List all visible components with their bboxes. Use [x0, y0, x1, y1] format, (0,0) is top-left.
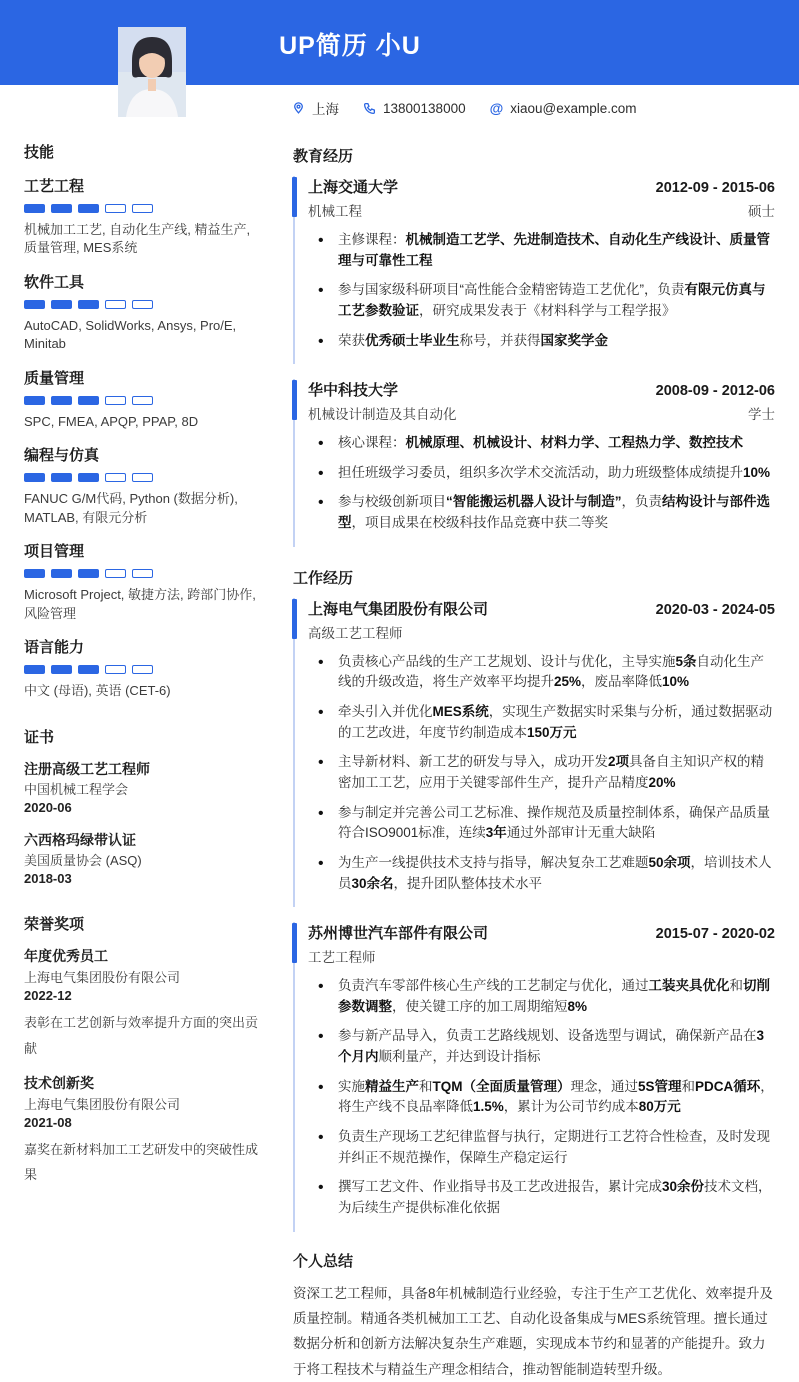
certificate-issuer: 中国机械工程学会	[24, 782, 129, 798]
skill-level-segment-filled	[78, 569, 99, 578]
entry-subtitle-row	[308, 200, 775, 220]
certificate-item	[24, 831, 265, 889]
skill-level-segment-empty	[132, 569, 153, 578]
entry-bullet: • 参与制定并完善公司工艺标准、操作规范及质量控制体系，确保产品质量符合ISO9001标准，连续3年通过外部审计无重大缺陷	[317, 803, 775, 844]
honor-date: 2021-08	[24, 1114, 72, 1130]
entry-bullet: • 参与新产品导入，负责工艺路线规划、设备选型与调试，确保新产品在3个月内顺利量产，并达到设计指标	[317, 1026, 775, 1067]
entry-bullet-list	[308, 433, 775, 534]
skills-section-title: 技能	[24, 144, 55, 161]
summary-section	[293, 1250, 775, 1382]
entry-title: 华中科技大学	[308, 382, 399, 400]
skill-level-segment-empty	[132, 300, 153, 309]
skill-level-segment-empty	[132, 204, 153, 213]
contact-location-text: 上海	[312, 102, 339, 117]
education-entries	[293, 176, 775, 547]
honors-section	[24, 913, 265, 1187]
certificate-name: 六西格玛绿带认证	[24, 831, 136, 848]
location-pin-icon	[292, 101, 305, 115]
certificate-date: 2020-06	[24, 800, 72, 816]
entry-bullet: • 担任班级学习委员，组织多次学术交流活动，助力班级整体成绩提升10%	[317, 463, 775, 484]
sidebar	[24, 141, 265, 1188]
education-section	[293, 145, 775, 547]
email-at-icon: @	[489, 100, 504, 116]
skill-name: 项目管理	[24, 543, 85, 561]
skill-level-segment-filled	[78, 300, 99, 309]
honor-item	[24, 1074, 265, 1188]
skill-level-bar	[24, 665, 265, 674]
certificate-item	[24, 760, 265, 818]
honor-description: 表彰在工艺创新与效率提升方面的突出贡献	[24, 1015, 259, 1056]
entry-date-range: 2020-03 - 2024-05	[655, 601, 775, 618]
skill-level-segment-filled	[24, 204, 45, 213]
honor-issuer: 上海电气集团股份有限公司	[24, 970, 181, 986]
entry-title-row	[308, 922, 775, 943]
skill-keywords: 机械加工工艺, 自动化生产线, 精益生产, 质量管理, MES系统	[24, 222, 251, 256]
entry-title-row	[308, 379, 775, 400]
contact-email	[490, 100, 637, 116]
honor-description: 嘉奖在新材料加工工艺研发中的突破性成果	[24, 1142, 259, 1183]
skill-level-segment-filled	[78, 396, 99, 405]
page-title: UP简历 小U	[279, 32, 421, 60]
skill-level-segment-filled	[51, 569, 72, 578]
skill-item	[24, 540, 265, 623]
content-columns	[0, 131, 799, 1382]
entry-bullet: • 荣获优秀硕士毕业生称号，并获得国家奖学金	[317, 331, 775, 352]
skill-level-bar	[24, 569, 265, 578]
entry-date-range: 2008-09 - 2012-06	[655, 383, 775, 400]
skills-list	[24, 175, 265, 701]
contact-phone-text: 13800138000	[383, 100, 466, 116]
honor-issuer: 上海电气集团股份有限公司	[24, 1096, 181, 1112]
entry-title-row	[308, 598, 775, 619]
entry-bullet: • 参与国家级科研项目“高性能合金精密铸造工艺优化”，负责有限元仿真与工艺参数验证，研究成果发表于《材料科学与工程学报》	[317, 280, 775, 321]
main-column	[293, 141, 775, 1382]
skill-level-segment-filled	[51, 665, 72, 674]
entry-bullet-list	[308, 652, 775, 894]
skill-keywords: FANUC G/M代码, Python (数据分析), MATLAB, 有限元分析	[24, 491, 238, 525]
summary-text: 资深工艺工程师，具备8年机械制造行业经验，专注于生产工艺优化、效率提升及质量控制。精通各类机械加工工艺、自动化设备集成与MES系统管理。擅长通过数据分析和创新方法解决复杂生产难题，实现成本节约和显著的产能提升。致力于将工程技术与精益生产理念相结合，推动智能制造转型升级。	[293, 1285, 774, 1377]
work-section	[293, 567, 775, 1232]
skill-level-segment-empty	[105, 569, 126, 578]
skill-item	[24, 636, 265, 700]
entry-date-range: 2012-09 - 2015-06	[655, 180, 775, 196]
phone-icon	[363, 102, 376, 115]
entry-bullet: • 主修课程：机械制造工艺学、先进制造技术、自动化生产线设计、质量管理与可靠性工程	[317, 230, 775, 271]
entry-title: 上海交通大学	[308, 179, 399, 196]
skill-level-bar	[24, 396, 265, 405]
certificate-date: 2018-03	[24, 871, 72, 887]
skill-level-segment-filled	[24, 396, 45, 405]
skill-level-segment-empty	[132, 473, 153, 482]
honor-name: 技术创新奖	[24, 1075, 94, 1092]
skill-level-segment-filled	[51, 396, 72, 405]
skill-level-segment-filled	[51, 204, 72, 213]
skill-item	[24, 175, 265, 258]
skill-level-segment-empty	[105, 204, 126, 213]
header-band	[0, 0, 799, 85]
skill-level-segment-filled	[24, 569, 45, 578]
experience-entry	[293, 922, 775, 1231]
entry-subtitle-row	[308, 946, 775, 966]
skill-level-bar	[24, 300, 265, 309]
entry-subtitle-row	[308, 403, 775, 423]
entry-degree: 硕士	[748, 204, 775, 219]
skill-level-segment-empty	[105, 396, 126, 405]
entry-bullet: • 参与校级创新项目“智能搬运机器人设计与制造”，负责结构设计与部件选型，项目成果在校级科技作品竞赛中获二等奖	[317, 492, 775, 533]
avatar-illustration	[118, 27, 186, 117]
skill-item	[24, 271, 265, 354]
experience-entry	[293, 379, 775, 547]
skill-level-segment-filled	[51, 473, 72, 482]
honor-item	[24, 947, 265, 1061]
skill-level-segment-empty	[132, 396, 153, 405]
work-section-title: 工作经历	[293, 569, 354, 587]
entry-title: 苏州博世汽车部件有限公司	[308, 925, 489, 943]
skill-level-segment-filled	[24, 665, 45, 674]
work-entries	[293, 598, 775, 1232]
honors-section-title: 荣誉奖项	[24, 916, 85, 934]
honor-date: 2022-12	[24, 988, 72, 1004]
skill-level-segment-empty	[105, 300, 126, 309]
entry-subtitle: 机械设计制造及其自动化	[308, 407, 457, 423]
certs-section	[24, 726, 265, 889]
profile-photo	[118, 27, 186, 117]
skill-name: 语言能力	[24, 639, 85, 657]
entry-subtitle: 机械工程	[308, 204, 362, 219]
entry-bullet: • 负责生产现场工艺纪律监督与执行，定期进行工艺符合性检查，及时发现并纠正不规范操作，保障生产稳定运行	[317, 1127, 775, 1168]
skill-level-segment-filled	[78, 665, 99, 674]
skill-name: 质量管理	[24, 369, 85, 387]
skill-keywords: 中文 (母语), 英语 (CET-6)	[24, 683, 171, 699]
entry-title: 上海电气集团股份有限公司	[308, 600, 489, 618]
certs-list	[24, 760, 265, 889]
skill-item	[24, 444, 265, 527]
skill-item	[24, 367, 265, 431]
skill-keywords: AutoCAD, SolidWorks, Ansys, Pro/E, Minitab	[24, 317, 237, 352]
skill-name: 软件工具	[24, 273, 85, 291]
skill-level-bar	[24, 204, 265, 213]
entry-subtitle-row	[308, 622, 775, 642]
honors-list	[24, 947, 265, 1187]
summary-section-title: 个人总结	[293, 1252, 354, 1270]
entry-bullet: • 撰写工艺文件、作业指导书及工艺改进报告，累计完成30余份技术文档，为后续生产提供标准化依据	[317, 1177, 775, 1218]
honor-name: 年度优秀员工	[24, 948, 108, 965]
entry-bullet: • 主导新材料、新工艺的研发与导入，成功开发2项具备自主知识产权的精密加工工艺，应用于关键零部件生产，提升产品精度20%	[317, 752, 775, 793]
certificate-issuer: 美国质量协会 (ASQ)	[24, 853, 142, 869]
skill-level-segment-filled	[24, 473, 45, 482]
entry-bullet: • 为生产一线提供技术支持与指导，解决复杂工艺难题50余项，培训技术人员30余名，提升团队整体技术水平	[317, 853, 775, 894]
experience-entry	[293, 598, 775, 907]
entry-date-range: 2015-07 - 2020-02	[655, 926, 775, 943]
skill-level-segment-filled	[78, 204, 99, 213]
contact-phone	[363, 101, 466, 116]
entry-bullet: • 牵头引入并优化MES系统，实现生产数据实时采集与分析，通过数据驱动的工艺改进，年度节约制造成本150万元	[317, 702, 775, 743]
skill-keywords: Microsoft Project, 敏捷方法, 跨部门协作, 风险管理	[24, 587, 256, 621]
entry-subtitle: 工艺工程师	[308, 950, 376, 966]
skill-name: 编程与仿真	[24, 447, 100, 465]
entry-bullet: • 负责汽车零部件核心生产线的工艺制定与优化，通过工装夹具优化和切削参数调整，使关键工序的加工周期缩短8%	[317, 976, 775, 1017]
education-section-title: 教育经历	[293, 148, 354, 165]
experience-entry	[293, 176, 775, 364]
entry-title-row	[308, 176, 775, 197]
entry-degree: 学士	[748, 407, 775, 423]
skill-level-segment-empty	[105, 665, 126, 674]
contact-email-text: xiaou@example.com	[510, 100, 637, 116]
entry-bullet-list	[308, 976, 775, 1218]
skill-name: 工艺工程	[24, 178, 85, 195]
entry-bullet: • 实施精益生产和TQM（全面质量管理）理念，通过5S管理和PDCA循环，将生产线不良品率降低1.5%，累计为公司节约成本80万元	[317, 1077, 775, 1118]
skill-level-bar	[24, 473, 265, 482]
skill-level-segment-empty	[105, 473, 126, 482]
skill-keywords: SPC, FMEA, APQP, PPAP, 8D	[24, 413, 199, 429]
skill-level-segment-filled	[24, 300, 45, 309]
skill-level-segment-empty	[132, 665, 153, 674]
contact-location	[292, 98, 339, 118]
skill-level-segment-filled	[78, 473, 99, 482]
entry-bullet: • 核心课程：机械原理、机械设计、材料力学、工程热力学、数控技术	[317, 433, 775, 454]
entry-subtitle: 高级工艺工程师	[308, 625, 403, 641]
certificate-name: 注册高级工艺工程师	[24, 760, 150, 777]
entry-bullet-list	[308, 230, 775, 351]
entry-bullet: • 负责核心产品线的生产工艺规划、设计与优化，主导实施5条自动化生产线的升级改造，将生产效率平均提升25%，废品率降低10%	[317, 652, 775, 693]
certs-section-title: 证书	[24, 728, 55, 746]
skill-level-segment-filled	[51, 300, 72, 309]
